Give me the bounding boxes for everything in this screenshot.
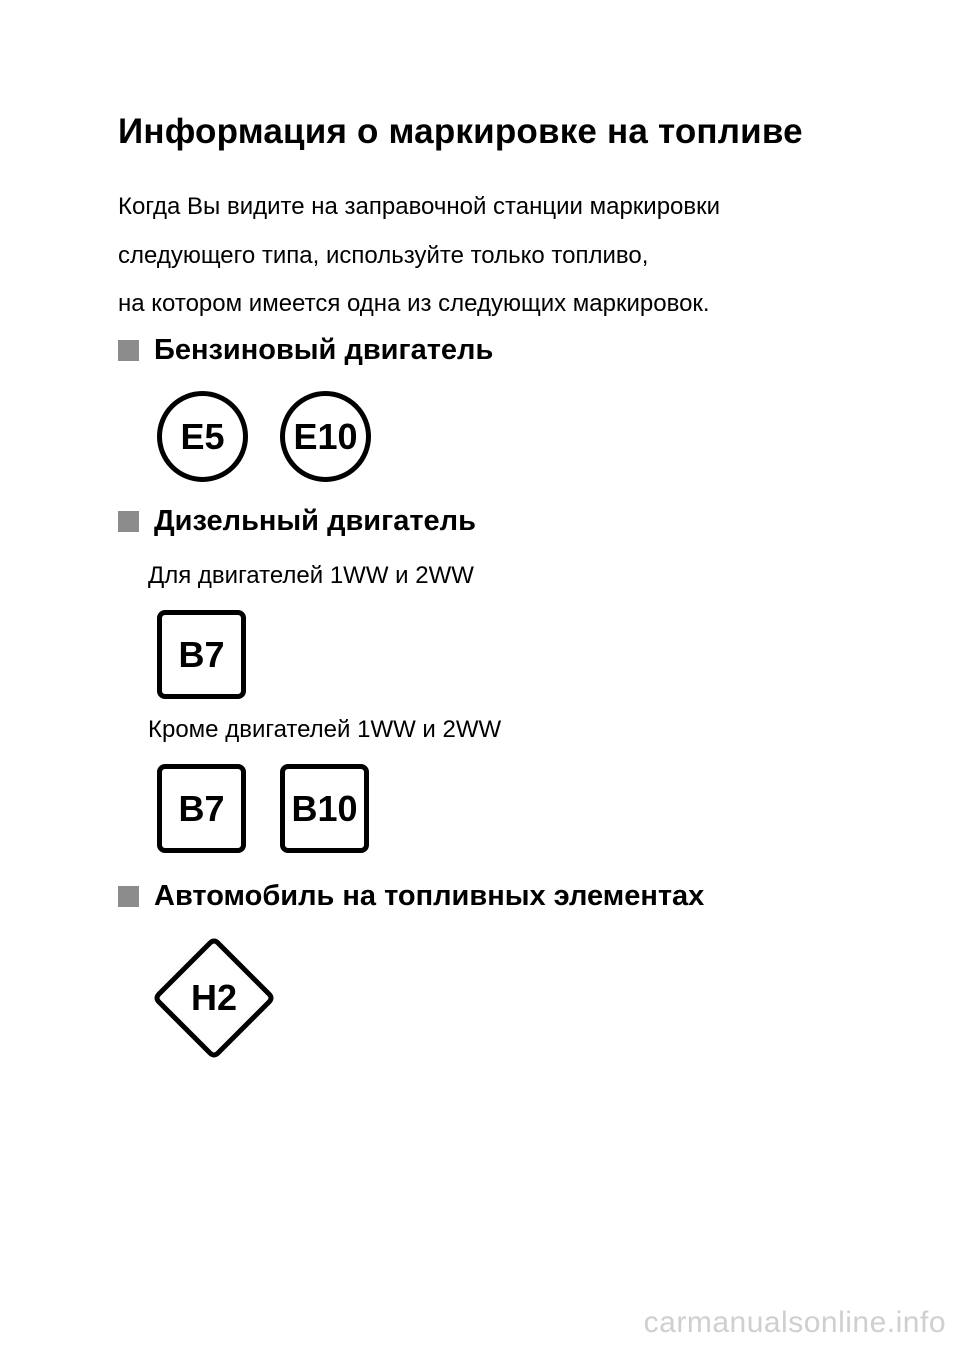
- fuel-label-b10: B10: [280, 764, 369, 853]
- page-title: Информация о маркировке на топливе: [118, 112, 803, 151]
- square-bullet-icon: [118, 886, 139, 907]
- fuel-label-b7: B7: [157, 610, 246, 699]
- section-fuel-cell-heading: [118, 880, 704, 913]
- section-heading-text: Бензиновый двигатель: [154, 334, 494, 366]
- square-bullet-icon: [118, 511, 139, 532]
- intro-line: следующего типа, используйте только топливо,: [118, 241, 649, 269]
- square-bullet-icon: [118, 340, 139, 361]
- fuel-label-e5: E5: [157, 391, 248, 482]
- intro-line: Когда Вы видите на заправочной станции маркировки: [118, 193, 721, 220]
- section-gasoline-heading: [118, 334, 493, 367]
- section-diesel-heading: [118, 505, 476, 538]
- section-heading-text: Дизельный двигатель: [154, 505, 476, 537]
- watermark: carmanualsonline.info: [643, 1306, 946, 1339]
- diesel-note-except-1ww-2ww: Кроме двигателей 1WW и 2WW: [148, 716, 502, 743]
- fuel-label-h2: [153, 937, 275, 1059]
- fuel-label-e10: E10: [280, 391, 371, 482]
- intro-paragraph: [118, 183, 720, 329]
- fuel-label-h2-text: H2: [190, 977, 238, 1018]
- fuel-label-b7: B7: [157, 764, 246, 853]
- diesel-note-1ww-2ww: Для двигателей 1WW и 2WW: [148, 562, 474, 589]
- intro-line: на котором имеется одна из следующих маркировок.: [118, 290, 710, 317]
- section-heading-text: Автомобиль на топливных элементах: [154, 880, 705, 912]
